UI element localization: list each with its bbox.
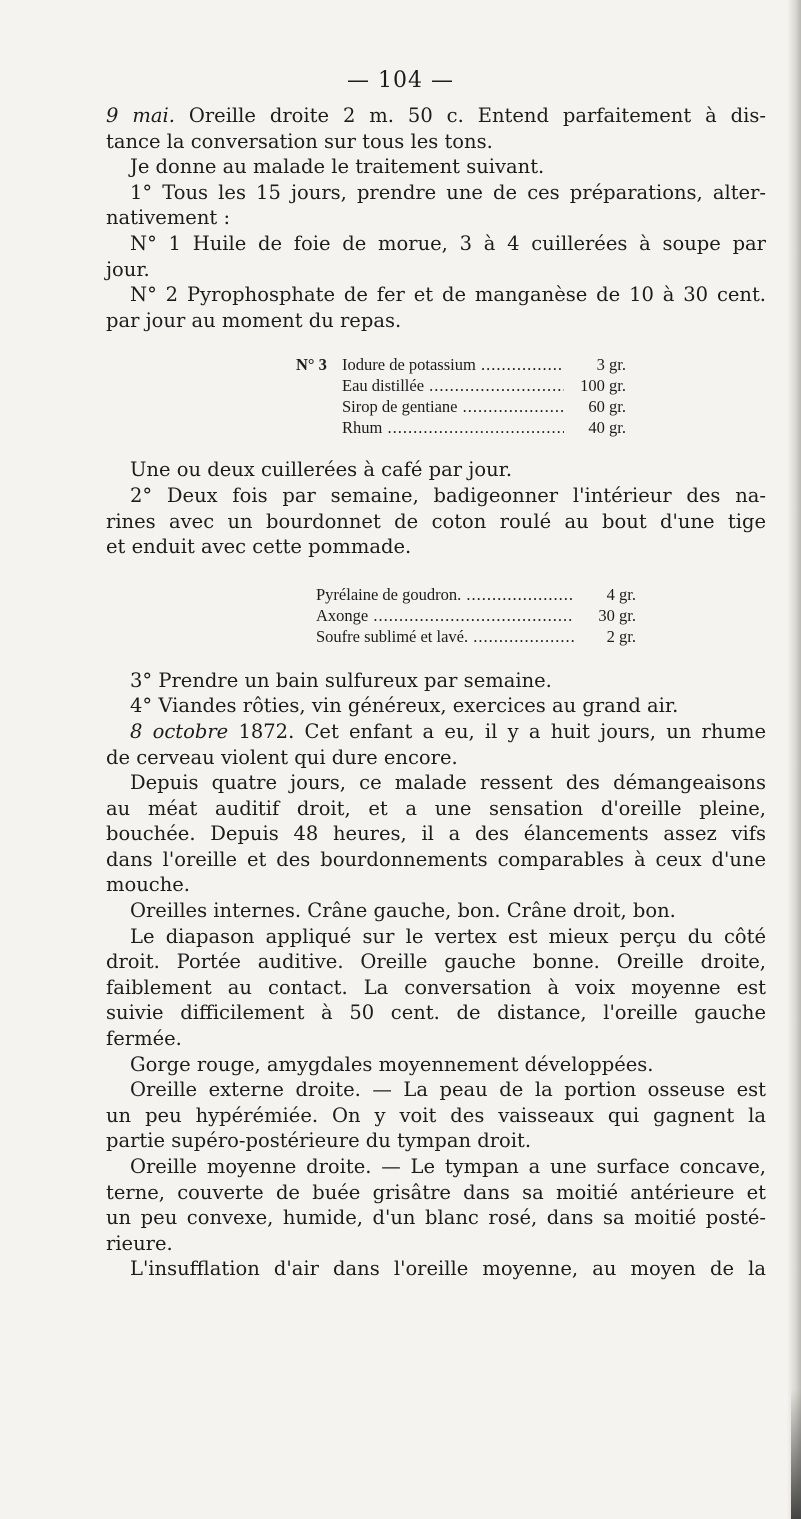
- paragraph-preparations: 1° Tous les 15 jours, prendre une de ces préparations, alter- nativement :: [106, 180, 766, 230]
- paragraph-bain: 3° Prendre un bain sulfureux par semaine.: [130, 668, 552, 692]
- paragraph-cuillerees: Une ou deux cuillerées à café par jour.: [130, 458, 513, 482]
- paragraph-huile-de-foie: N° 1 Huile de foie de morue, 3 à 4 cuillerées à soupe par jour.: [106, 231, 766, 281]
- page-edge-corner: [791, 1389, 801, 1519]
- formula-row: N° 3 Iodure de potassium ..... 3 gr.: [296, 354, 626, 375]
- paragraph-gorge: Gorge rouge, amygdales moyennement développées.: [130, 1052, 654, 1076]
- paragraph-demangeaisons: Depuis quatre jours, ce malade ressent des démangeaisons au méat auditif droit, et a une sensation d'oreille pleine, bouchée. Depuis 48 heures, il a des élancements assez vifs dans l'oreille et des bourdonnements comparables à ceux d'une mouche.: [106, 771, 766, 897]
- formula-row: Soufre sublimé et lavé. ..... 2 gr.: [316, 626, 636, 647]
- paragraph-viandes: 4° Viandes rôties, vin généreux, exercices au grand air.: [130, 694, 679, 718]
- formula-number: N° 3: [296, 355, 327, 375]
- paragraph-badigeonner: 2° Deux fois par semaine, badigeonner l'intérieur des na- rines avec un bourdonnet de coton roulé au bout d'une tige et enduit avec cette pommade.: [106, 483, 766, 559]
- date-9-mai: 9 mai.: [106, 104, 175, 127]
- paragraph-oreille-moyenne: Oreille moyenne droite. — Le tympan a une surface concave, terne, couverte de buée grisâtre dans sa moitié antérieure et un peu convexe, humide, d'un blanc rosé, dans sa moitié posté- rieure.: [106, 1155, 766, 1255]
- formula-row: Sirop de gentiane ..... 60 gr.: [296, 396, 626, 417]
- paragraph-diapason: Le diapason appliqué sur le vertex est mieux perçu du côté droit. Portée auditive. Oreille gauche bonne. Oreille droite, faiblement au contact. La conversation à voix moyenne est suivie difficilement à 50 cent. de distance, l'oreille gauche fermée.: [106, 924, 766, 1051]
- formula-row: Rhum ..... 40 gr.: [296, 417, 626, 438]
- page-body: [106, 103, 766, 1282]
- paragraph-pyrophosphate: N° 2 Pyrophosphate de fer et de manganèse de 10 à 30 cent. par jour au moment du repas.: [106, 283, 766, 332]
- paragraph-oreilles-internes: Oreilles internes. Crâne gauche, bon. Crâne droit, bon.: [130, 899, 676, 923]
- formula-row: Pyrélaine de goudron. ..... 4 gr.: [316, 584, 636, 605]
- paragraph-8-octobre: 8 octobre 1872. Cet enfant a eu, il y a huit jours, un rhume de cerveau violent qui dure encore.: [106, 719, 767, 769]
- formula-row: Axonge ..... 30 gr.: [316, 605, 636, 626]
- paragraph-traitement: Je donne au malade le traitement suivant.: [130, 155, 545, 179]
- page-edge-shadow: [787, 0, 801, 1519]
- formula-pommade: [316, 584, 636, 647]
- page-number: — 104 —: [347, 68, 454, 93]
- formula-row: Eau distillée ..... 100 gr.: [296, 375, 626, 396]
- date-8-octobre: 8 octobre: [130, 719, 229, 743]
- paragraph-insufflation: L'insufflation d'air dans l'oreille moyenne, au moyen de la: [130, 1257, 766, 1281]
- formula-n3: [296, 354, 626, 438]
- paragraph-oreille-externe: Oreille externe droite. — La peau de la portion osseuse est un peu hypérémiée. On y voit des vaisseaux qui gagnent la partie supéro-postérieure du tympan droit.: [106, 1078, 766, 1153]
- paragraph-9-mai: 9 mai. Oreille droite 2 m. 50 c. Entend parfaitement à dis- tance la conversation sur tous les tons.: [106, 104, 766, 153]
